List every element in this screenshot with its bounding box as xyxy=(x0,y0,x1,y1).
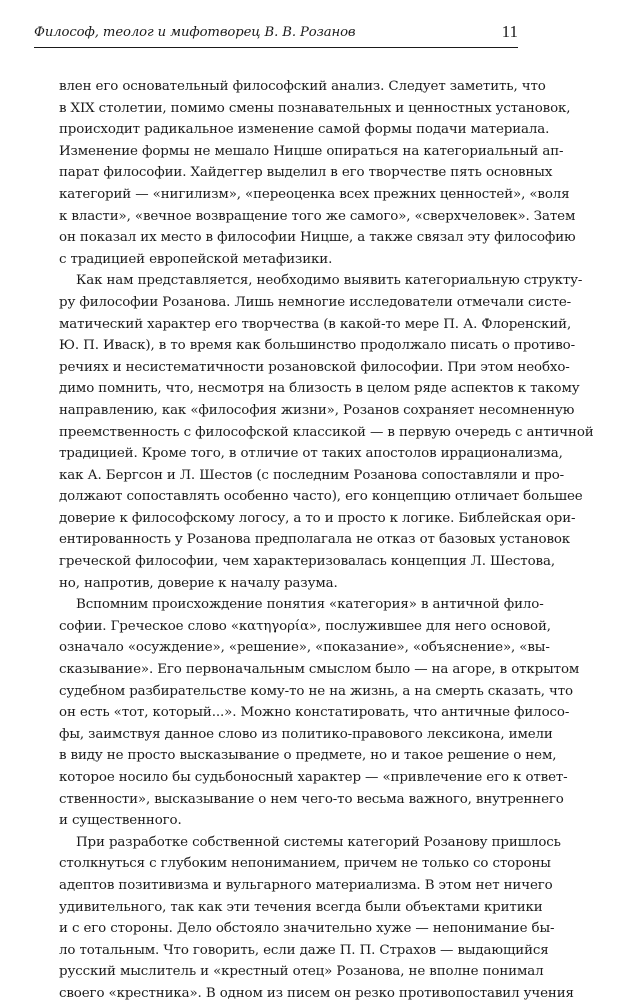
text-line: столкнуться с глубоким непониманием, причем не только со стороны xyxy=(59,856,551,872)
text-line: к власти», «вечное возвращение того же самого», «сверхчеловек». Затем xyxy=(59,208,576,224)
text-line: матический характер его творчества (в какой-то мере П. А. Флоренский, xyxy=(59,316,572,332)
text-line: парат философии. Хайдеггер выделил в его творчестве пять основных xyxy=(59,165,553,181)
text-line: направлению, как «философия жизни», Розанов сохраняет несомненную xyxy=(59,402,575,418)
text-line: которое носило бы судьбоносный характер — «привлечение его к ответ- xyxy=(59,770,568,785)
text-line: судебном разбирательстве кому-то не на жизнь, а на смерть сказать, что xyxy=(59,683,573,699)
running-title: Философ, теолог и мифотворец В. В. Розанов xyxy=(34,25,356,40)
text-line: софии. Греческое слово «κατηγορία», послужившее для него основой, xyxy=(59,618,551,634)
text-line: Изменение формы не мешало Ницше опираться на категориальный ап- xyxy=(59,143,564,159)
text-line: но, напротив, доверие к началу разума. xyxy=(59,575,338,591)
paragraph xyxy=(59,594,580,832)
paragraph xyxy=(59,832,574,1005)
text-line: Ю. П. Иваск), в то время как большинство продолжало писать о противо- xyxy=(59,338,575,354)
text-line: в виду не просто высказывание о предмете, но и такое решение о нем, xyxy=(59,748,557,764)
text-line: он показал их место в философии Ницше, а также связал эту философию xyxy=(59,230,576,246)
header-rule xyxy=(34,47,518,48)
text-line: речиях и несистематичности розановской философии. При этом необхо- xyxy=(59,359,570,375)
text-line: происходит радикальное изменение самой формы подачи материала. xyxy=(59,122,550,138)
text-line: своего «крестника». В одном из писем он резко противопоставил учения xyxy=(59,985,574,1001)
text-line: должают сопоставлять особенно часто), его концепцию отличает большее xyxy=(59,489,583,505)
text-line: ственности», высказывание о нем чего-то весьма важного, внутреннего xyxy=(59,791,564,807)
text-line: греческой философии, чем характеризовалась концепция Л. Шестова, xyxy=(59,554,555,570)
text-line: он есть «тот, который...». Можно констатировать, что античные филосо- xyxy=(59,705,570,721)
text-line: традицией. Кроме того, в отличие от таких апостолов иррационализма, xyxy=(59,446,563,462)
text-line: категорий — «нигилизм», «переоценка всех прежних ценностей», «воля xyxy=(59,186,570,202)
running-head xyxy=(34,24,518,42)
text-line: преемственность с философской классикой — в первую очередь с античной xyxy=(59,424,594,440)
text-line: и с его стороны. Дело обстояло значительно хуже — непонимание бы- xyxy=(59,921,555,937)
text-line: означало «осуждение», «решение», «показание», «объяснение», «вы- xyxy=(59,640,550,656)
text-line: как А. Бергсон и Л. Шестов (с последним Розанова сопоставляли и про- xyxy=(59,467,565,483)
text-line: русский мыслитель и «крестный отец» Розанова, не вполне понимал xyxy=(59,964,544,980)
page-number: 11 xyxy=(501,22,518,41)
text-line: удивительного, так как эти течения всегда были объектами критики xyxy=(59,899,543,915)
text-line: доверие к философскому логосу, а то и просто к логике. Библейская ори- xyxy=(59,510,576,526)
text-line: с традицией европейской метафизики. xyxy=(59,251,333,267)
text-line: фы, заимствуя данное слово из политико-правового лексикона, имели xyxy=(59,726,553,742)
text-line: ентированность у Розанова предполагала не отказ от базовых установок xyxy=(59,532,571,548)
text-line: Вспомним происхождение понятия «категория» в античной фило- xyxy=(76,597,544,613)
text-line: влен его основательный философский анализ. Следует заметить, что xyxy=(59,79,546,94)
paragraph xyxy=(59,270,594,594)
text-line: ло тотальным. Что говорить, если даже П. П. Страхов — выдающийся xyxy=(59,942,549,958)
body-text xyxy=(59,76,594,1005)
text-line: адептов позитивизма и вульгарного материализма. В этом нет ничего xyxy=(59,877,553,893)
text-line: ру философии Розанова. Лишь немногие исследователи отмечали систе- xyxy=(59,294,572,310)
text-line: и существенного. xyxy=(59,813,182,829)
text-line: При разработке собственной системы категорий Розанову пришлось xyxy=(76,834,561,850)
text-line: димо помнить, что, несмотря на близость в целом ряде аспектов к такому xyxy=(59,381,580,397)
text-line: в XIX столетии, помимо смены познавательных и ценностных установок, xyxy=(59,100,571,116)
paragraph xyxy=(59,76,576,270)
text-line: Как нам представляется, необходимо выявить категориальную структу- xyxy=(76,273,583,289)
text-line: сказывание». Его первоначальным смыслом было — на агоре, в открытом xyxy=(59,662,580,678)
